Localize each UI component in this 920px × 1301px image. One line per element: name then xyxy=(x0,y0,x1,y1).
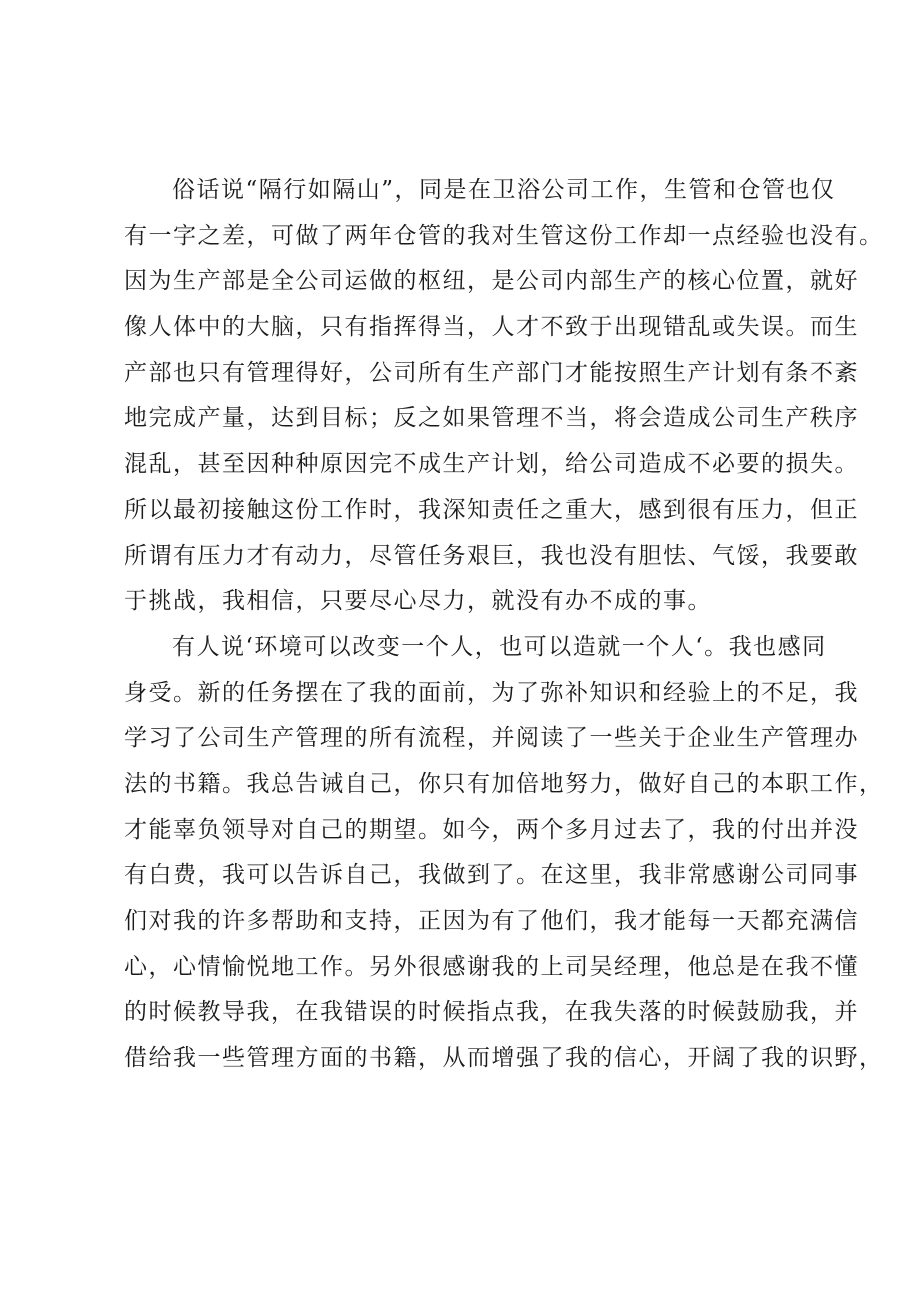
paragraph-line: 有一字之差，可做了两年仓管的我对生管这份工作却一点经验也没有。 xyxy=(124,222,884,249)
paragraph-line: 混乱，甚至因种种原因完不成生产计划，给公司造成不必要的损失。 xyxy=(124,451,859,478)
paragraph-line: 有白费，我可以告诉自己，我做到了。在这里，我非常感谢公司同事 xyxy=(124,862,859,889)
paragraph-line: 学习了公司生产管理的所有流程，并阅读了一些关于企业生产管理办 xyxy=(124,725,859,752)
paragraph-line: 于挑战，我相信，只要尽心尽力，就没有办不成的事。 xyxy=(124,588,712,615)
paragraph-line: 心，心情愉悦地工作。另外很感谢我的上司吴经理，他总是在我不懂 xyxy=(124,953,859,980)
paragraph-line: 地完成产量，达到目标；反之如果管理不当，将会造成公司生产秩序 xyxy=(124,405,859,432)
paragraph-line: 产部也只有管理得好，公司所有生产部门才能按照生产计划有条不紊 xyxy=(124,359,859,386)
paragraph-line: 所以最初接触这份工作时，我深知责任之重大，感到很有压力，但正 xyxy=(124,496,859,523)
paragraph-line: 才能辜负领导对自己的期望。如今，两个多月过去了，我的付出并没 xyxy=(124,816,859,843)
paragraph-line: 身受。新的任务摆在了我的面前，为了弥补知识和经验上的不足，我 xyxy=(124,679,859,706)
paragraph-line: 有人说‘环境可以改变一个人，也可以造就一个人‘。我也感同 xyxy=(172,633,827,660)
paragraph-line: 俗话说“隔行如隔山”，同是在卫浴公司工作，生管和仓管也仅 xyxy=(172,177,836,203)
paragraph-line: 法的书籍。我总告诫自己，你只有加倍地努力，做好自己的本职工作， xyxy=(124,770,884,797)
paragraph-line: 像人体中的大脑，只有指挥得当，人才不致于出现错乱或失误。而生 xyxy=(124,314,859,341)
paragraph-2 xyxy=(124,625,884,1082)
paragraph-line: 的时候教导我，在我错误的时候指点我，在我失落的时候鼓励我，并 xyxy=(124,999,859,1026)
paragraph-1 xyxy=(124,168,884,625)
paragraph-line: 借给我一些管理方面的书籍，从而增强了我的信心，开阔了我的识野， xyxy=(124,1045,884,1072)
paragraph-line: 因为生产部是全公司运做的枢纽，是公司内部生产的核心位置，就好 xyxy=(124,268,859,295)
body-text xyxy=(124,168,884,1082)
paragraph-line: 们对我的许多帮助和支持，正因为有了他们，我才能每一天都充满信 xyxy=(124,908,859,934)
paragraph-line: 所谓有压力才有动力，尽管任务艰巨，我也没有胆怯、气馁，我要敢 xyxy=(124,542,859,569)
